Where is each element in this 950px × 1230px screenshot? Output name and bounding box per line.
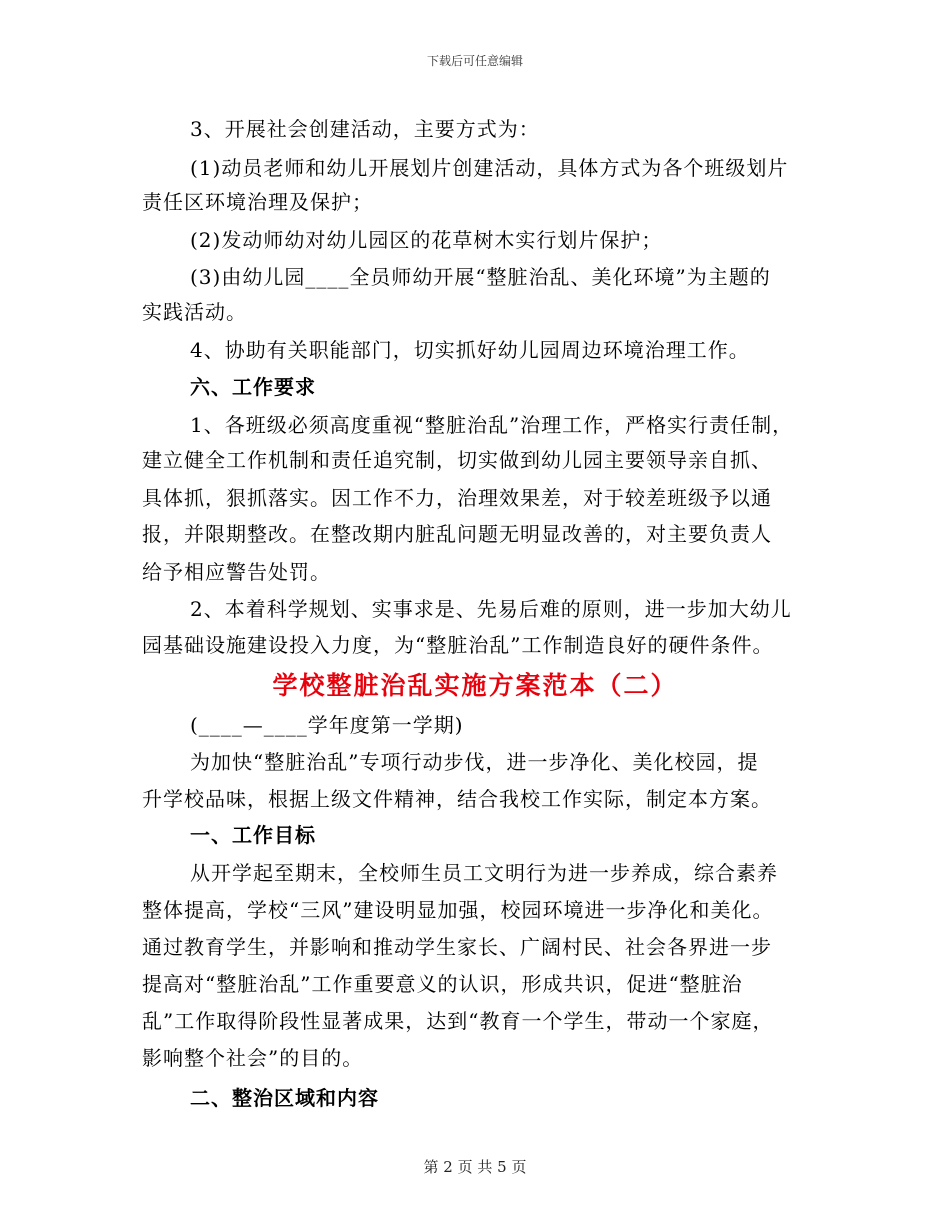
paragraph-line: 具体抓，狠抓落实。因工作不力，治理效果差，对于较差班级予以通 <box>142 486 772 510</box>
paragraph-line: 1、各班级必须高度重视“整脏治乱”治理工作，严格实行责任制， <box>190 413 794 437</box>
paragraph-line: 提高对“整脏治乱”工作重要意义的认识，形成共识，促进“整脏治 <box>142 972 743 996</box>
paragraph-line: 建立健全工作机制和责任追究制，切实做到幼儿园主要领导亲自抓、 <box>142 448 772 472</box>
paragraph-line: 影响整个社会”的目的。 <box>142 1046 364 1070</box>
paragraph-line: (1)动员老师和幼儿开展划片创建活动，具体方式为各个班级划片 <box>190 156 789 180</box>
paragraph-line: (2)发动师幼对幼儿园区的花草树木实行划片保护； <box>190 228 663 252</box>
paragraph-line: 为加快“整脏治乱”专项行动步伐，进一步净化、美化校园，提 <box>190 750 759 774</box>
section-heading: 二、整治区域和内容 <box>190 1086 379 1110</box>
paragraph-line: (3)由幼儿园____全员师幼开展“整脏治乱、美化环境”为主题的 <box>190 265 771 289</box>
paragraph-line: 整体提高，学校“三风”建设明显加强，校园环境进一步净化和美化。 <box>142 898 774 922</box>
section-heading: 六、工作要求 <box>190 375 316 399</box>
paragraph-line: 升学校品味，根据上级文件精神，结合我校工作实际，制定本方案。 <box>142 787 772 811</box>
paragraph-line: 给予相应警告处罚。 <box>142 560 331 584</box>
paragraph-line: (____—____学年度第一学期) <box>190 713 464 737</box>
section-heading: 一、工作目标 <box>190 823 316 847</box>
paragraph-line: 责任区环境治理及保护； <box>142 190 373 214</box>
paragraph-line: 乱”工作取得阶段性显著成果，达到“教育一个学生，带动一个家庭， <box>142 1009 774 1033</box>
paragraph-line: 通过教育学生，并影响和推动学生家长、广阔村民、社会各界进一步 <box>142 935 772 959</box>
paragraph-line: 3、开展社会创建活动，主要方式为： <box>190 117 540 141</box>
paragraph-line: 报，并限期整改。在整改期内脏乱问题无明显改善的，对主要负责人 <box>142 522 772 546</box>
section-title: 学校整脏治乱实施方案范本（二） <box>272 671 678 700</box>
paragraph-line: 从开学起至期末，全校师生员工文明行为进一步养成，综合素养 <box>190 861 778 885</box>
page-header: 下载后可任意编辑 <box>426 54 523 68</box>
paragraph-line: 园基础设施建设投入力度，为“整脏治乱”工作制造良好的硬件条件。 <box>142 633 774 657</box>
page-number: 第 2 页 共 5 页 <box>423 1158 527 1176</box>
paragraph-line: 2、本着科学规划、实事求是、先易后难的原则，进一步加大幼儿 <box>190 597 792 621</box>
paragraph-line: 实践活动。 <box>142 300 247 324</box>
paragraph-line: 4、协助有关职能部门，切实抓好幼儿园周边环境治理工作。 <box>190 338 750 362</box>
